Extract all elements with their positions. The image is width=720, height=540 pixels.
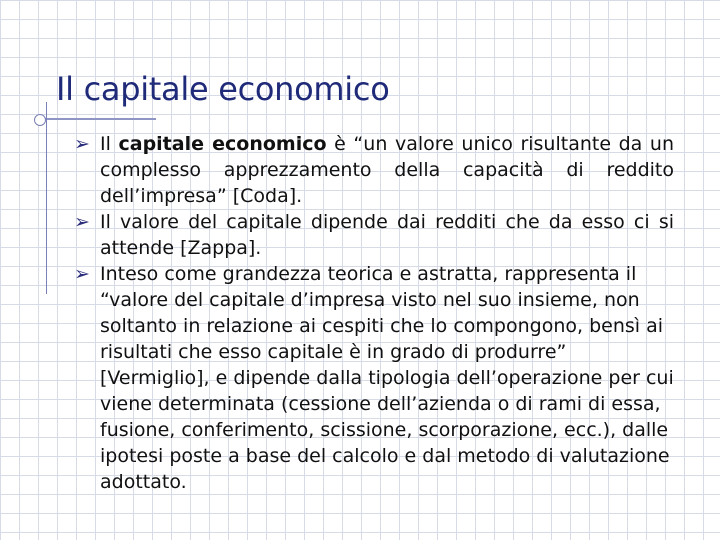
arrow-bullet-icon: ➢ [74,133,90,155]
slide-title: Il capitale economico [56,70,390,108]
arrow-bullet-icon: ➢ [74,211,90,233]
bullet-text [100,131,674,209]
bullet-item [74,131,674,209]
bullet-text: Il valore del capitale dipende dai redditi che da esso ci si attende [Zappa]. [100,211,674,259]
title-underline [38,118,156,120]
bullet-item [74,209,674,261]
bullet-list [74,131,674,495]
bullet-bold-term: capitale economico [118,133,327,155]
arrow-bullet-icon: ➢ [74,263,90,285]
bullet-prefix: Il [100,133,119,155]
bullet-rest: è “un valore unico risultante da un complesso apprezzamento della capacità di reddito dell’impresa” [Coda]. [100,133,674,207]
bullet-text: Inteso come grandezza teorica e astratta, rappresenta il “valore del capitale d’impresa visto nel suo insieme, non soltanto in relazione ai cespiti che lo compongono, bensì ai risultati che esso capitale è in grado di produrre” [Vermiglio], e dipende dalla tipologia dell’operazione per cui viene determinata (cessione dell’azienda o di rami di essa, fusione, conferimento, scissione, scorporazione, ecc.), dalle ipotesi poste a base del calcolo e dal metodo di valutazione adottato. [100,263,674,493]
left-vertical-rule [46,102,47,294]
bullet-item [74,261,674,495]
corner-circle-decoration [34,114,46,126]
